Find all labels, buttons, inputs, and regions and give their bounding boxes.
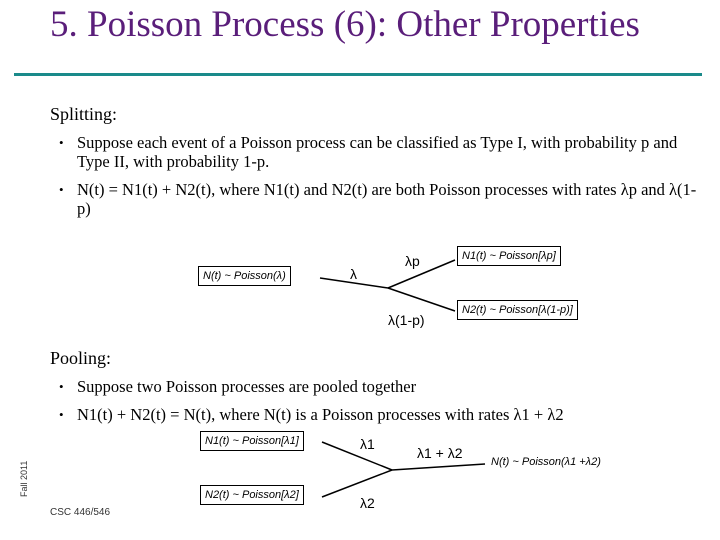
upper-rate-label: λp — [405, 253, 420, 269]
source-process-box: N(t) ~ Poisson(λ) — [198, 266, 291, 286]
bullet-text: N(t) = N1(t) + N2(t), where N1(t) and N2(t) are both Poisson processes with rates λp and λ(1-p) — [77, 180, 697, 218]
upper-process-box: N1(t) ~ Poisson[λp] — [457, 246, 561, 266]
pool-result-box: N(t) ~ Poisson(λ1 +λ2) — [491, 456, 601, 468]
bullet-text: N1(t) + N2(t) = N(t), where N(t) is a Poisson processes with rates λ1 + λ2 — [77, 405, 564, 424]
pool-lower-line — [322, 470, 392, 497]
bullet-text: Suppose two Poisson processes are pooled together — [77, 377, 417, 396]
pool-combined-rate: λ1 + λ2 — [417, 445, 463, 461]
lower-rate-label: λ(1-p) — [388, 312, 425, 328]
splitting-heading: Splitting: — [50, 104, 118, 124]
pooling-bullet-2 — [59, 405, 697, 424]
course-label: CSC 446/546 — [50, 507, 111, 518]
bullet-text: Suppose each event of a Poisson process can be classified as Type I, with probability p and Type II, with probability 1-p. — [77, 133, 678, 171]
pooling-heading: Pooling: — [50, 348, 112, 368]
pool-lower-rate: λ2 — [360, 495, 375, 511]
bullet-dot: • — [59, 135, 64, 150]
bullet-dot: • — [59, 182, 64, 197]
pool-result-line — [392, 464, 485, 470]
source-rate-label: λ — [350, 266, 357, 282]
split-upper-line — [388, 260, 455, 288]
pool-upper-rate: λ1 — [360, 436, 375, 452]
pool-upper-box: N1(t) ~ Poisson[λ1] — [200, 431, 304, 451]
slide-title: 5. Poisson Process (6): Other Properties — [50, 4, 640, 45]
term-label: Fall 2011 — [19, 460, 29, 497]
split-lower-line — [388, 288, 455, 311]
lower-process-box: N2(t) ~ Poisson[λ(1-p)] — [457, 300, 578, 320]
bullet-dot: • — [59, 407, 64, 422]
pooling-bullet-1 — [59, 377, 697, 396]
bullet-dot: • — [59, 379, 64, 394]
pool-lower-box: N2(t) ~ Poisson[λ2] — [200, 485, 304, 505]
pool-upper-line — [322, 442, 392, 470]
